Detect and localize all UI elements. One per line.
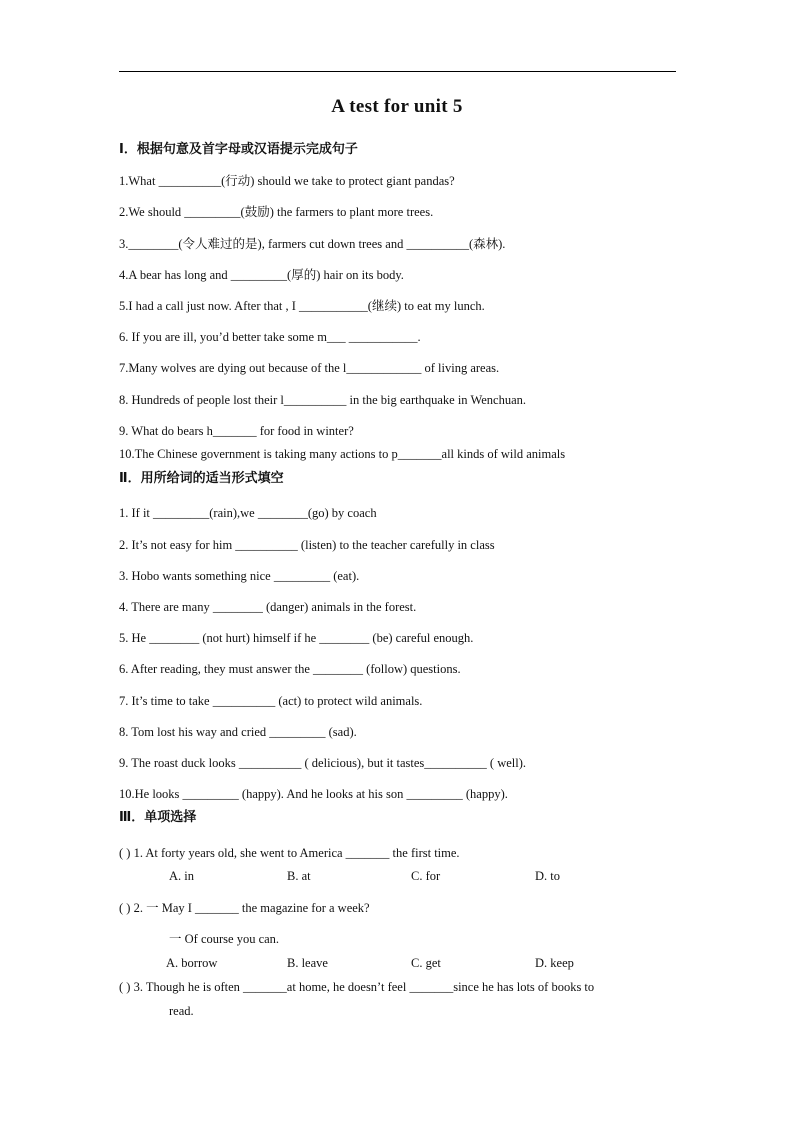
s2-item-2: 2. It’s not easy for him __________ (listen) to the teacher carefully in class	[119, 538, 495, 552]
page-title: A test for unit 5	[331, 96, 463, 117]
q1-option-b: B. at	[287, 869, 311, 883]
s1-item-9: 9. What do bears h_______ for food in winter?	[119, 424, 354, 438]
s2-item-9: 9. The roast duck looks __________ ( delicious), but it tastes__________ ( well).	[119, 756, 527, 770]
section3-heading: Ⅲ．单项选择	[119, 810, 197, 825]
s1-item-10: 10.The Chinese government is taking many actions to p_______all kinds of wild animals	[119, 447, 566, 461]
s2-item-5: 5. He ________ (not hurt) himself if he ________ (be) careful enough.	[119, 631, 474, 645]
q1-option-c: C. for	[411, 869, 441, 883]
q2-option-d: D. keep	[535, 956, 574, 970]
q1-option-d: D. to	[535, 869, 560, 883]
q1-option-a: A. in	[169, 869, 194, 883]
q1-stem: ( ) 1. At forty years old, she went to America _______ the first time.	[119, 846, 460, 860]
q3-stem-continued: read.	[169, 1004, 194, 1018]
q2-option-a: A. borrow	[166, 956, 218, 970]
q3-stem: ( ) 3. Though he is often _______at home, he doesn’t feel _______since he has lots of books to	[119, 980, 595, 994]
s1-item-4: 4.A bear has long and _________(厚的) hair on its body.	[119, 268, 404, 282]
s1-item-8: 8. Hundreds of people lost their l__________ in the big earthquake in Wenchuan.	[119, 393, 527, 407]
q2-stem: ( ) 2. 一 May I _______ the magazine for a week?	[119, 901, 370, 915]
q2-option-b: B. leave	[287, 956, 328, 970]
header-rule	[119, 71, 676, 72]
q2-option-c: C. get	[411, 956, 441, 970]
s2-item-7: 7. It’s time to take __________ (act) to protect wild animals.	[119, 694, 423, 708]
section2-heading: Ⅱ．用所给词的适当形式填空	[119, 471, 284, 486]
s1-item-2: 2.We should _________(鼓励) the farmers to plant more trees.	[119, 205, 434, 219]
s1-item-6: 6. If you are ill, you’d better take some m___ ___________.	[119, 330, 421, 344]
section1-heading: Ⅰ．根据句意及首字母或汉语提示完成句子	[119, 142, 358, 157]
s1-item-1: 1.What __________(行动) should we take to protect giant pandas?	[119, 174, 455, 188]
q2-reply: 一 Of course you can.	[169, 932, 280, 946]
s2-item-3: 3. Hobo wants something nice _________ (eat).	[119, 569, 360, 583]
s1-item-3: 3.________(令人难过的是), farmers cut down trees and __________(森林).	[119, 237, 506, 251]
s2-item-4: 4. There are many ________ (danger) animals in the forest.	[119, 600, 417, 614]
s2-item-1: 1. If it _________(rain),we ________(go) by coach	[119, 506, 377, 520]
s1-item-5: 5.I had a call just now. After that , I ___________(继续) to eat my lunch.	[119, 299, 485, 313]
s2-item-10: 10.He looks _________ (happy). And he looks at his son _________ (happy).	[119, 787, 508, 801]
s2-item-6: 6. After reading, they must answer the ________ (follow) questions.	[119, 662, 461, 676]
s2-item-8: 8. Tom lost his way and cried _________ (sad).	[119, 725, 357, 739]
s1-item-7: 7.Many wolves are dying out because of the l____________ of living areas.	[119, 361, 500, 375]
